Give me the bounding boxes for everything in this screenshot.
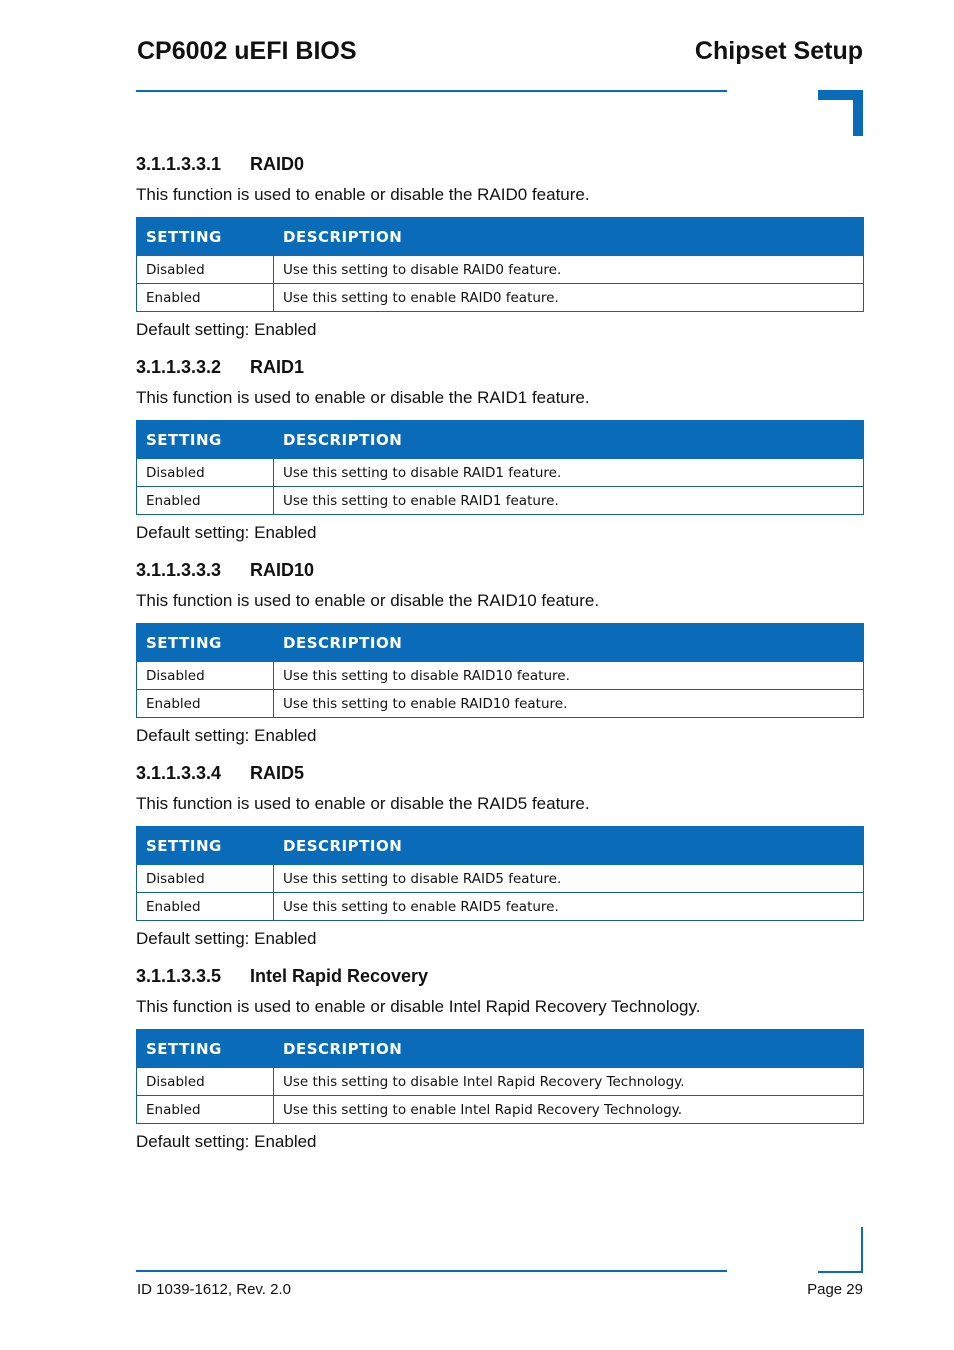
description-cell: Use this setting to disable RAID5 feature. (274, 865, 864, 893)
table-row (137, 1096, 864, 1124)
section-description: This function is used to enable or disable the RAID1 feature. (136, 388, 590, 407)
description-cell: Use this setting to enable RAID5 feature. (274, 893, 864, 921)
default-setting: Default setting: Enabled (136, 320, 317, 339)
section-number: 3.1.1.3.3.1 (136, 154, 222, 174)
setting-cell: Enabled (137, 284, 274, 312)
setting-cell: Disabled (137, 865, 274, 893)
section-number: 3.1.1.3.3.2 (136, 357, 222, 377)
column-header-setting: SETTING (137, 218, 274, 256)
section-heading (136, 761, 864, 786)
table-row (137, 1068, 864, 1096)
corner-mark-bottom (818, 1227, 863, 1273)
setting-cell: Enabled (137, 1096, 274, 1124)
corner-mark-top (818, 90, 863, 136)
section-raid5 (136, 761, 864, 952)
default-setting: Default setting: Enabled (136, 523, 317, 542)
table-header-row (137, 827, 864, 865)
section-raid10 (136, 558, 864, 749)
setting-cell: Disabled (137, 662, 274, 690)
table-row (137, 865, 864, 893)
column-header-setting: SETTING (137, 1030, 274, 1068)
description-cell: Use this setting to disable RAID0 feature. (274, 256, 864, 284)
settings-table (136, 420, 864, 515)
description-cell: Use this setting to enable RAID1 feature. (274, 487, 864, 515)
column-header-setting: SETTING (137, 624, 274, 662)
section-description: This function is used to enable or disable the RAID5 feature. (136, 794, 590, 813)
section-title: RAID0 (250, 154, 305, 174)
section-heading (136, 355, 864, 380)
column-header-description: DESCRIPTION (274, 421, 864, 459)
description-cell: Use this setting to disable Intel Rapid Recovery Technology. (274, 1068, 864, 1096)
chapter-title: Chipset Setup (694, 37, 863, 65)
section-number: 3.1.1.3.3.4 (136, 763, 222, 783)
table-row (137, 284, 864, 312)
table-header-row (137, 218, 864, 256)
table-header-row (137, 624, 864, 662)
column-header-setting: SETTING (137, 827, 274, 865)
page-number: Page 29 (807, 1281, 863, 1298)
setting-cell: Disabled (137, 459, 274, 487)
table-row (137, 487, 864, 515)
footer-divider (136, 1270, 727, 1272)
default-setting: Default setting: Enabled (136, 726, 317, 745)
column-header-description: DESCRIPTION (274, 624, 864, 662)
table-row (137, 459, 864, 487)
column-header-description: DESCRIPTION (274, 218, 864, 256)
section-raid1 (136, 355, 864, 546)
document-title: CP6002 uEFI BIOS (137, 37, 357, 65)
section-intel-rapid-recovery (136, 964, 864, 1155)
page-content (136, 152, 864, 1155)
settings-table (136, 623, 864, 718)
table-header-row (137, 421, 864, 459)
table-row (137, 662, 864, 690)
table-row (137, 893, 864, 921)
document-id: ID 1039-1612, Rev. 2.0 (137, 1281, 291, 1298)
column-header-description: DESCRIPTION (274, 827, 864, 865)
section-heading (136, 558, 864, 583)
section-description: This function is used to enable or disable the RAID10 feature. (136, 591, 600, 610)
section-description: This function is used to enable or disable Intel Rapid Recovery Technology. (136, 997, 701, 1016)
description-cell: Use this setting to enable Intel Rapid Recovery Technology. (274, 1096, 864, 1124)
section-title: Intel Rapid Recovery (250, 966, 429, 986)
settings-table (136, 826, 864, 921)
section-number: 3.1.1.3.3.5 (136, 966, 222, 986)
column-header-setting: SETTING (137, 421, 274, 459)
table-row (137, 256, 864, 284)
description-cell: Use this setting to enable RAID0 feature. (274, 284, 864, 312)
settings-table (136, 1029, 864, 1124)
default-setting: Default setting: Enabled (136, 1132, 317, 1151)
setting-cell: Enabled (137, 487, 274, 515)
section-description: This function is used to enable or disable the RAID0 feature. (136, 185, 590, 204)
column-header-description: DESCRIPTION (274, 1030, 864, 1068)
setting-cell: Disabled (137, 256, 274, 284)
section-number: 3.1.1.3.3.3 (136, 560, 222, 580)
header-divider (136, 90, 727, 92)
table-row (137, 690, 864, 718)
section-title: RAID5 (250, 763, 305, 783)
section-heading (136, 964, 864, 989)
section-title: RAID10 (250, 560, 315, 580)
section-raid0 (136, 152, 864, 343)
description-cell: Use this setting to disable RAID1 feature. (274, 459, 864, 487)
settings-table (136, 217, 864, 312)
default-setting: Default setting: Enabled (136, 929, 317, 948)
setting-cell: Enabled (137, 893, 274, 921)
setting-cell: Disabled (137, 1068, 274, 1096)
description-cell: Use this setting to enable RAID10 feature. (274, 690, 864, 718)
description-cell: Use this setting to disable RAID10 feature. (274, 662, 864, 690)
section-title: RAID1 (250, 357, 305, 377)
table-header-row (137, 1030, 864, 1068)
section-heading (136, 152, 864, 177)
setting-cell: Enabled (137, 690, 274, 718)
